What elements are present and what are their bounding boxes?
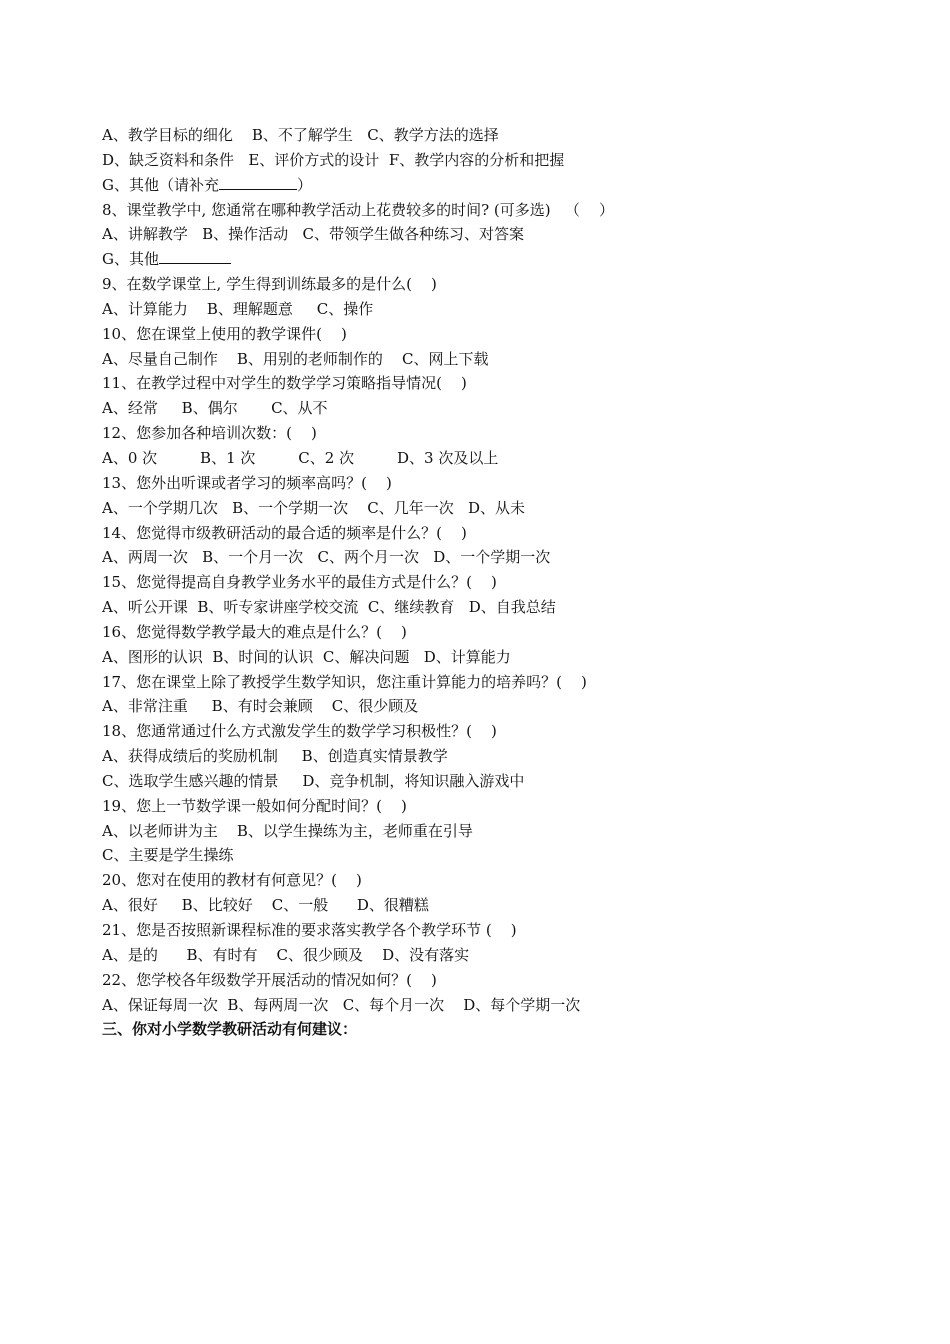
q18-options-row-1: A、获得成绩后的奖励机制 B、创造真实情景教学 bbox=[102, 747, 448, 766]
q12-options: A、0 次 B、1 次 C、2 次 D、3 次及以上 bbox=[102, 448, 499, 467]
q10-options: A、尽量自己制作 B、用别的老师制作的 C、网上下载 bbox=[102, 349, 489, 368]
document-body bbox=[102, 123, 862, 1042]
q9-question: 9、在数学课堂上, 学生得到训练最多的是什么( ) bbox=[102, 275, 437, 294]
q19-question: 19、您上一节数学课一般如何分配时间？( ) bbox=[102, 796, 407, 815]
q18-question: 18、您通常通过什么方式激发学生的数学学习积极性？( ) bbox=[102, 722, 497, 741]
q16-options: A、图形的认识 B、时间的认识 C、解决问题 D、计算能力 bbox=[102, 647, 511, 666]
q19-options-row-2: C、主要是学生操练 bbox=[102, 846, 234, 865]
q20-question: 20、您对在使用的教材有何意见？( ) bbox=[102, 871, 362, 890]
q8-question: 8、课堂教学中, 您通常在哪种教学活动上花费较多的时间? (可多选) （ ） bbox=[102, 200, 614, 219]
q7-other-blank[interactable] bbox=[219, 174, 297, 190]
q17-question: 17、您在课堂上除了教授学生数学知识，您注重计算能力的培养吗？( ) bbox=[102, 672, 587, 691]
q7-option-other-close: ） bbox=[296, 175, 312, 194]
q14-question: 14、您觉得市级教研活动的最合适的频率是什么？( ) bbox=[102, 523, 467, 542]
q12-question: 12、您参加各种培训次数：( ) bbox=[102, 424, 317, 443]
q7-options-row-1: A、教学目标的细化 B、不了解学生 C、教学方法的选择 bbox=[102, 126, 499, 144]
q7-option-other-label: G、其他（请补充 bbox=[102, 175, 219, 194]
q7-options-row-2: D、缺乏资料和条件 E、评价方式的设计 F、教学内容的分析和把握 bbox=[102, 150, 565, 169]
q22-options: A、保证每周一次 B、每两周一次 C、每个月一次 D、每个学期一次 bbox=[102, 995, 581, 1014]
q8-options-row-1: A、讲解教学 B、操作活动 C、带领学生做各种练习、对答案 bbox=[102, 225, 524, 244]
q21-options: A、是的 B、有时有 C、很少顾及 D、没有落实 bbox=[102, 945, 470, 964]
q21-question: 21、您是否按照新课程标准的要求落实教学各个教学环节 ( ) bbox=[102, 921, 517, 939]
q22-question: 22、您学校各年级数学开展活动的情况如何？( ) bbox=[102, 970, 437, 989]
q8-option-other-label: G、其他 bbox=[102, 250, 159, 269]
q10-question: 10、您在课堂上使用的教学课件( ) bbox=[102, 324, 347, 343]
q11-options: A、经常 B、偶尔 C、从不 bbox=[102, 399, 328, 418]
q9-options: A、计算能力 B、理解题意 C、操作 bbox=[102, 299, 374, 318]
q11-question: 11、在教学过程中对学生的数学学习策略指导情况( ) bbox=[102, 374, 467, 393]
q20-options: A、很好 B、比较好 C、一般 D、很糟糕 bbox=[102, 896, 429, 915]
q14-options: A、两周一次 B、一个月一次 C、两个月一次 D、一个学期一次 bbox=[102, 548, 551, 567]
q8-option-other bbox=[102, 247, 862, 272]
q15-options: A、听公开课 B、听专家讲座学校交流 C、继续教育 D、自我总结 bbox=[102, 598, 556, 617]
q17-options: A、非常注重 B、有时会兼顾 C、很少顾及 bbox=[102, 697, 419, 716]
q8-other-blank[interactable] bbox=[159, 248, 231, 264]
q19-options-row-1: A、以老师讲为主 B、以学生操练为主，老师重在引导 bbox=[102, 821, 473, 840]
q13-options: A、一个学期几次 B、一个学期一次 C、几年一次 D、从未 bbox=[102, 498, 526, 517]
q7-option-other bbox=[102, 173, 862, 198]
q13-question: 13、您外出听课或者学习的频率高吗？( ) bbox=[102, 473, 392, 492]
q15-question: 15、您觉得提高自身教学业务水平的最佳方式是什么？( ) bbox=[102, 573, 497, 592]
q16-question: 16、您觉得数学教学最大的难点是什么？( ) bbox=[102, 622, 407, 641]
q18-options-row-2: C、选取学生感兴趣的情景 D、竞争机制，将知识融入游戏中 bbox=[102, 771, 525, 790]
section-three-heading: 三、你对小学数学教研活动有何建议： bbox=[102, 1020, 358, 1039]
